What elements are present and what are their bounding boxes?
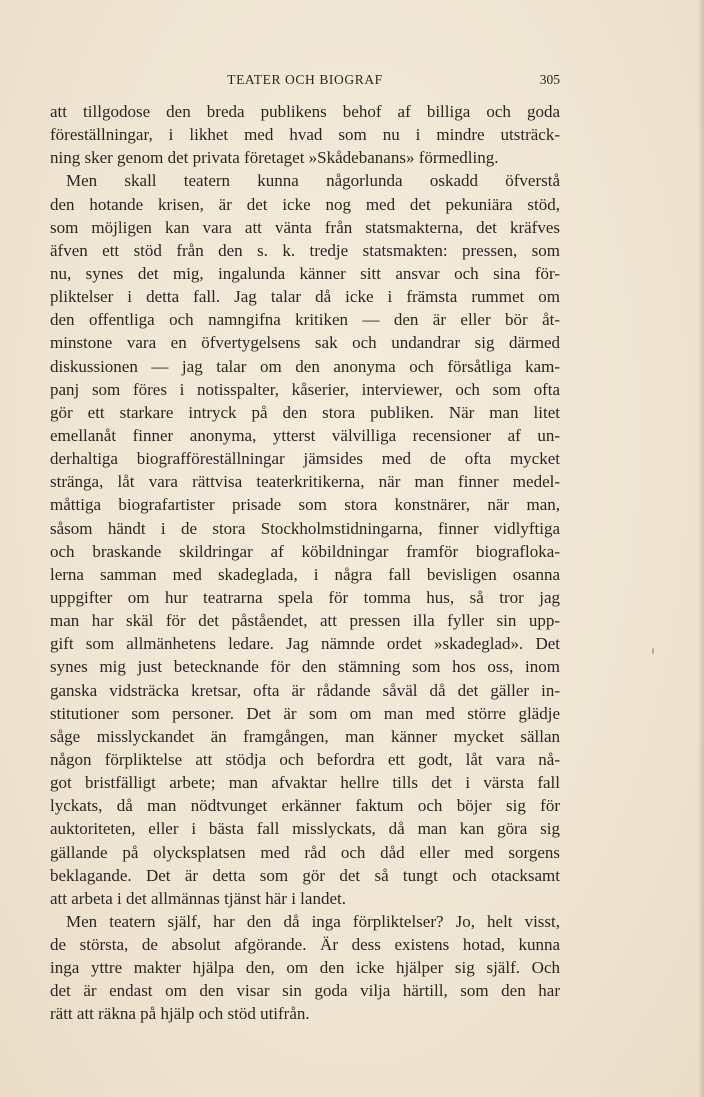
text-line: stränga, låt vara rättvisa teaterkritikerna, när man finner medel- (50, 472, 560, 492)
text-line: beklagande. Det är detta som gör det så tungt och otacksamt (50, 865, 560, 885)
text-line: ganska vidsträcka kretsar, ofta är rådande såväl då det gäller in- (50, 680, 560, 700)
running-title: TEATER OCH BIOGRAF (227, 72, 383, 87)
text-line: ning sker genom det privata företaget »Skådebanans» förmedling. (50, 148, 499, 168)
text-line: att arbeta i det allmännas tjänst här i landet. (50, 888, 346, 908)
text-line: de största, de absolut afgörande. Är dess existens hotad, kunna (50, 935, 560, 955)
text-line: lerna samman med skadeglada, i några fall bevisligen osanna (50, 564, 560, 584)
text-line: man har skäl för det påståendet, att pressen illa fyller sin upp- (50, 611, 560, 631)
text-line: got bristfälligt arbete; man afvaktar hellre tills det i värsta fall (50, 773, 560, 793)
text-line: som möjligen kan vara att vänta från statsmakterna, det kräfves (50, 217, 560, 237)
text-line: inga yttre makter hjälpa den, om den icke hjälper sig själf. Och (50, 958, 560, 978)
page-header (50, 72, 560, 92)
text-line: pliktelser i detta fall. Jag talar då icke i främsta rummet om (50, 287, 560, 307)
page-number: 305 (539, 72, 560, 87)
text-line: den offentliga och namngifna kritiken — den är eller bör åt- (50, 310, 560, 330)
text-line: diskussionen — jag talar om den anonyma och försåtliga kam- (50, 356, 560, 376)
text-line: synes mig just betecknande för den stämning som hos oss, inom (50, 657, 560, 677)
text-line: gällande på olycksplatsen med råd och dåd eller med sorgens (50, 842, 560, 862)
text-line: såge misslyckandet än framgången, man känner mycket sällan (50, 726, 560, 746)
text-line: Men teatern själf, har den då inga förpliktelser? Jo, helt visst, (66, 911, 560, 931)
text-line: den hotande krisen, är det icke nog med det pekuniära stöd, (50, 194, 560, 214)
text-line: gift som allmänhetens ledare. Jag nämnde ordet »skadeglad». Det (50, 634, 560, 654)
text-line: minstone vara en öfvertygelsens sak och undandrar sig därmed (50, 333, 560, 353)
body-text (50, 100, 560, 1026)
text-line: rätt att räkna på hjälp och stöd utifrån. (50, 1004, 310, 1024)
text-line: auktoriteten, eller i bästa fall misslyckats, då man kan göra sig (50, 819, 560, 839)
text-line: föreställningar, i likhet med hvad som nu i mindre utsträck- (50, 125, 560, 145)
text-line: såsom händt i de stora Stockholmstidningarna, finner vidlyftiga (50, 518, 560, 538)
text-line: måttiga biografartister prisade som stora konstnärer, när man, (50, 495, 560, 515)
text-line: uppgifter om hur teatrarna spela för tomma hus, så tror jag (50, 587, 560, 607)
text-line: nu, synes det mig, ingalunda känner sitt ansvar och sina för- (50, 263, 560, 283)
text-line: gör ett starkare intryck på den stora publiken. När man litet (50, 402, 560, 422)
text-line: panj som föres i notisspalter, kåserier, interviewer, och som ofta (50, 379, 560, 399)
text-line: att tillgodose den breda publikens behof af billiga och goda (50, 102, 560, 121)
paper-blemish (652, 648, 654, 654)
text-line: det är endast om den visar sin goda vilja härtill, som den har (50, 981, 560, 1001)
text-line: och braskande skildringar af köbildningar framför biografloka- (50, 541, 560, 561)
text-line: äfven ett stöd från den s. k. tredje statsmakten: pressen, som (50, 240, 560, 260)
page-edge-shadow (698, 0, 704, 1097)
text-line: emellanåt finner anonyma, ytterst välvilliga recensioner af un- (50, 425, 560, 445)
text-line: någon förpliktelse att stödja och befordra ett godt, låt vara nå- (50, 749, 560, 769)
text-line: derhaltiga biografföreställningar jämsides med de ofta mycket (50, 449, 560, 469)
text-line: stitutioner som personer. Det är som om man med större glädje (50, 703, 560, 723)
text-line: Men skall teatern kunna någorlunda oskadd öfverstå (66, 171, 560, 191)
text-line: lyckats, då man nödtvunget erkänner faktum och böjer sig för (50, 796, 560, 816)
